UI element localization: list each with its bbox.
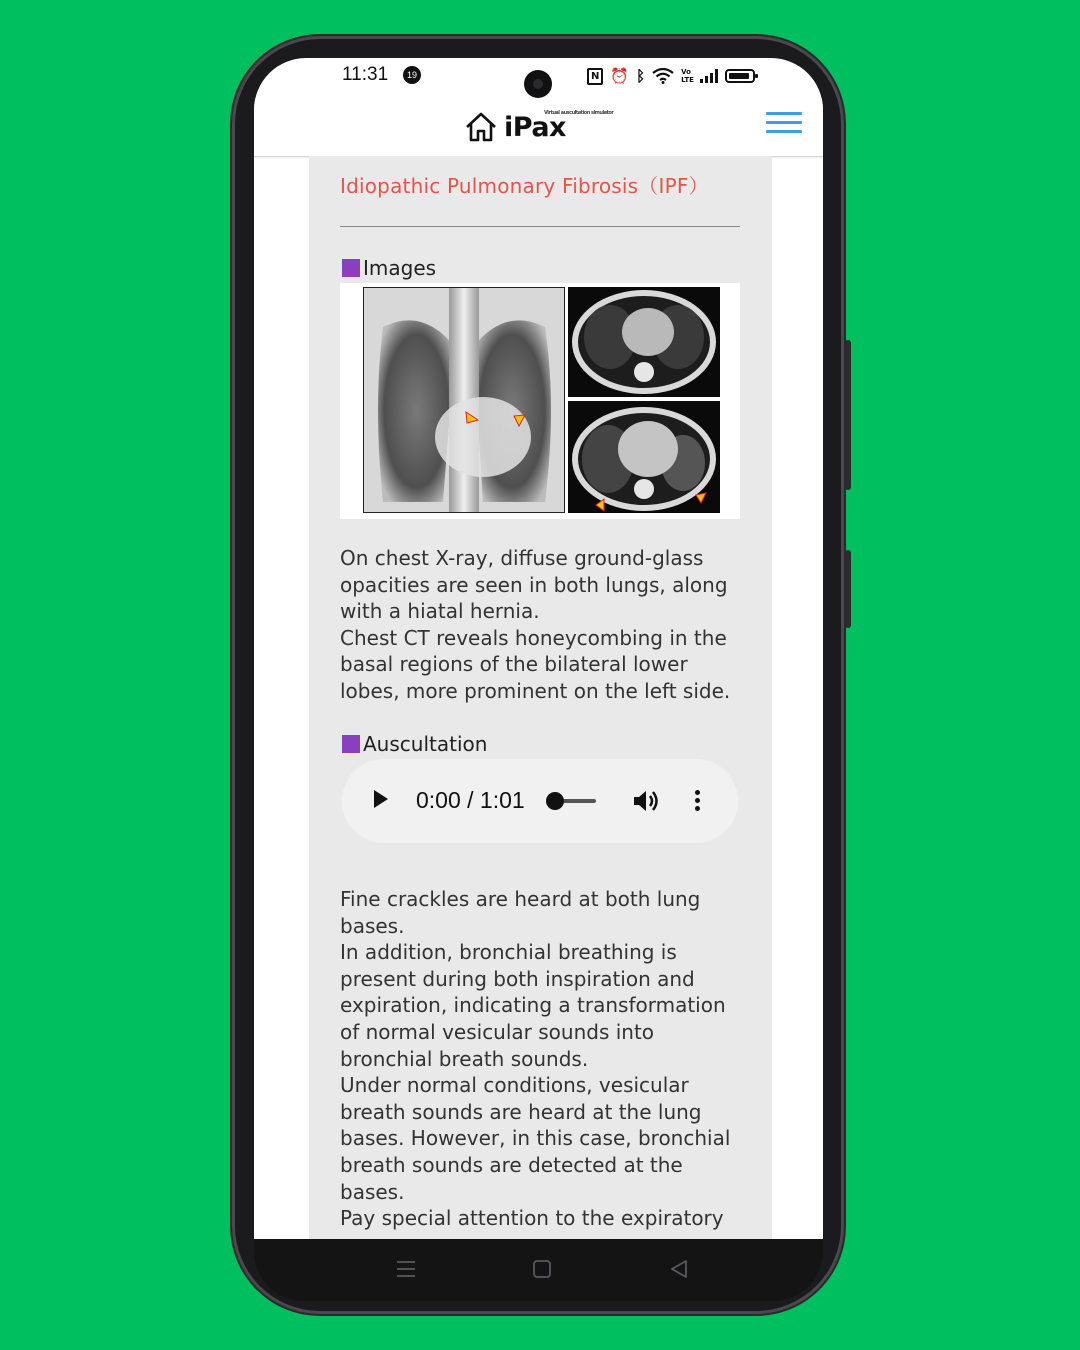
auscultation-heading <box>342 732 487 756</box>
auscultation-paragraph-3: Under normal conditions, vesicular breath sounds are heard at the lung bases. However, in this case, bronchial breath sounds are detected at the bases. <box>340 1073 731 1204</box>
images-paragraph-2: Chest CT reveals honeycombing in the basal regions of the bilateral lower lobes, more prominent on the left side. <box>340 625 731 703</box>
nfc-icon: N <box>587 68 603 85</box>
status-bar <box>254 58 823 98</box>
front-camera <box>524 70 552 98</box>
ct-scan-upper <box>568 287 720 397</box>
ipax-logo[interactable] <box>464 104 614 150</box>
play-icon[interactable] <box>374 790 388 808</box>
battery-icon <box>725 69 755 83</box>
home-icon <box>464 111 498 143</box>
menu-nav-icon[interactable] <box>396 1259 416 1279</box>
audio-player <box>342 759 738 843</box>
images-heading-label: Images <box>363 256 437 280</box>
audio-seek-thumb[interactable] <box>546 792 564 810</box>
audio-time: 0:00 / 1:01 <box>416 787 525 813</box>
status-time: 11:31 <box>342 64 389 85</box>
alarm-icon: ⏰ <box>610 67 630 85</box>
images-paragraph-1: On chest X-ray, diffuse ground-glass opacities are seen in both lungs, along with a hiatal hernia. <box>340 546 728 624</box>
status-icons <box>587 63 755 89</box>
auscultation-paragraph-1: Fine crackles are heard at both lung bases. <box>340 887 701 938</box>
images-description <box>340 545 750 705</box>
auscultation-paragraph-2: In addition, bronchial breathing is present during both inspiration and expiration, indicating a transformation of normal vesicular sounds into bronchial breath sounds. <box>340 940 726 1071</box>
system-nav-bar <box>254 1239 823 1301</box>
home-nav-icon[interactable] <box>532 1259 552 1279</box>
logo-text <box>504 109 614 143</box>
ct-scan-lower <box>568 401 720 513</box>
volte-icon: Vo LTE <box>681 68 694 84</box>
logo-wordmark: iPax <box>504 111 566 143</box>
more-options-icon[interactable] <box>695 790 701 812</box>
title-divider <box>340 226 740 227</box>
section-marker-icon <box>342 259 360 277</box>
auscultation-description <box>340 886 750 1232</box>
power-button <box>845 550 851 628</box>
auscultation-paragraph-4: Pay special attention to the expiratory <box>340 1206 724 1231</box>
chest-xray-image <box>363 287 565 513</box>
hamburger-menu-icon[interactable] <box>766 112 802 138</box>
wifi-icon <box>652 68 674 84</box>
notification-badge: 19 <box>403 66 421 84</box>
logo-tagline: Virtual auscultation simulator <box>544 109 614 116</box>
images-heading <box>342 256 436 280</box>
signal-icon <box>700 69 718 83</box>
bluetooth-icon: ᛒ <box>636 67 646 85</box>
section-marker-icon <box>342 735 360 753</box>
auscultation-heading-label: Auscultation <box>363 732 488 756</box>
phone-screen <box>254 58 823 1239</box>
volume-button <box>845 340 851 490</box>
radiology-images <box>340 283 740 519</box>
volume-icon[interactable] <box>632 788 660 814</box>
page-title: Idiopathic Pulmonary Fibrosis（IPF） <box>340 174 709 198</box>
app-header <box>254 98 823 157</box>
back-nav-icon[interactable] <box>669 1259 689 1279</box>
